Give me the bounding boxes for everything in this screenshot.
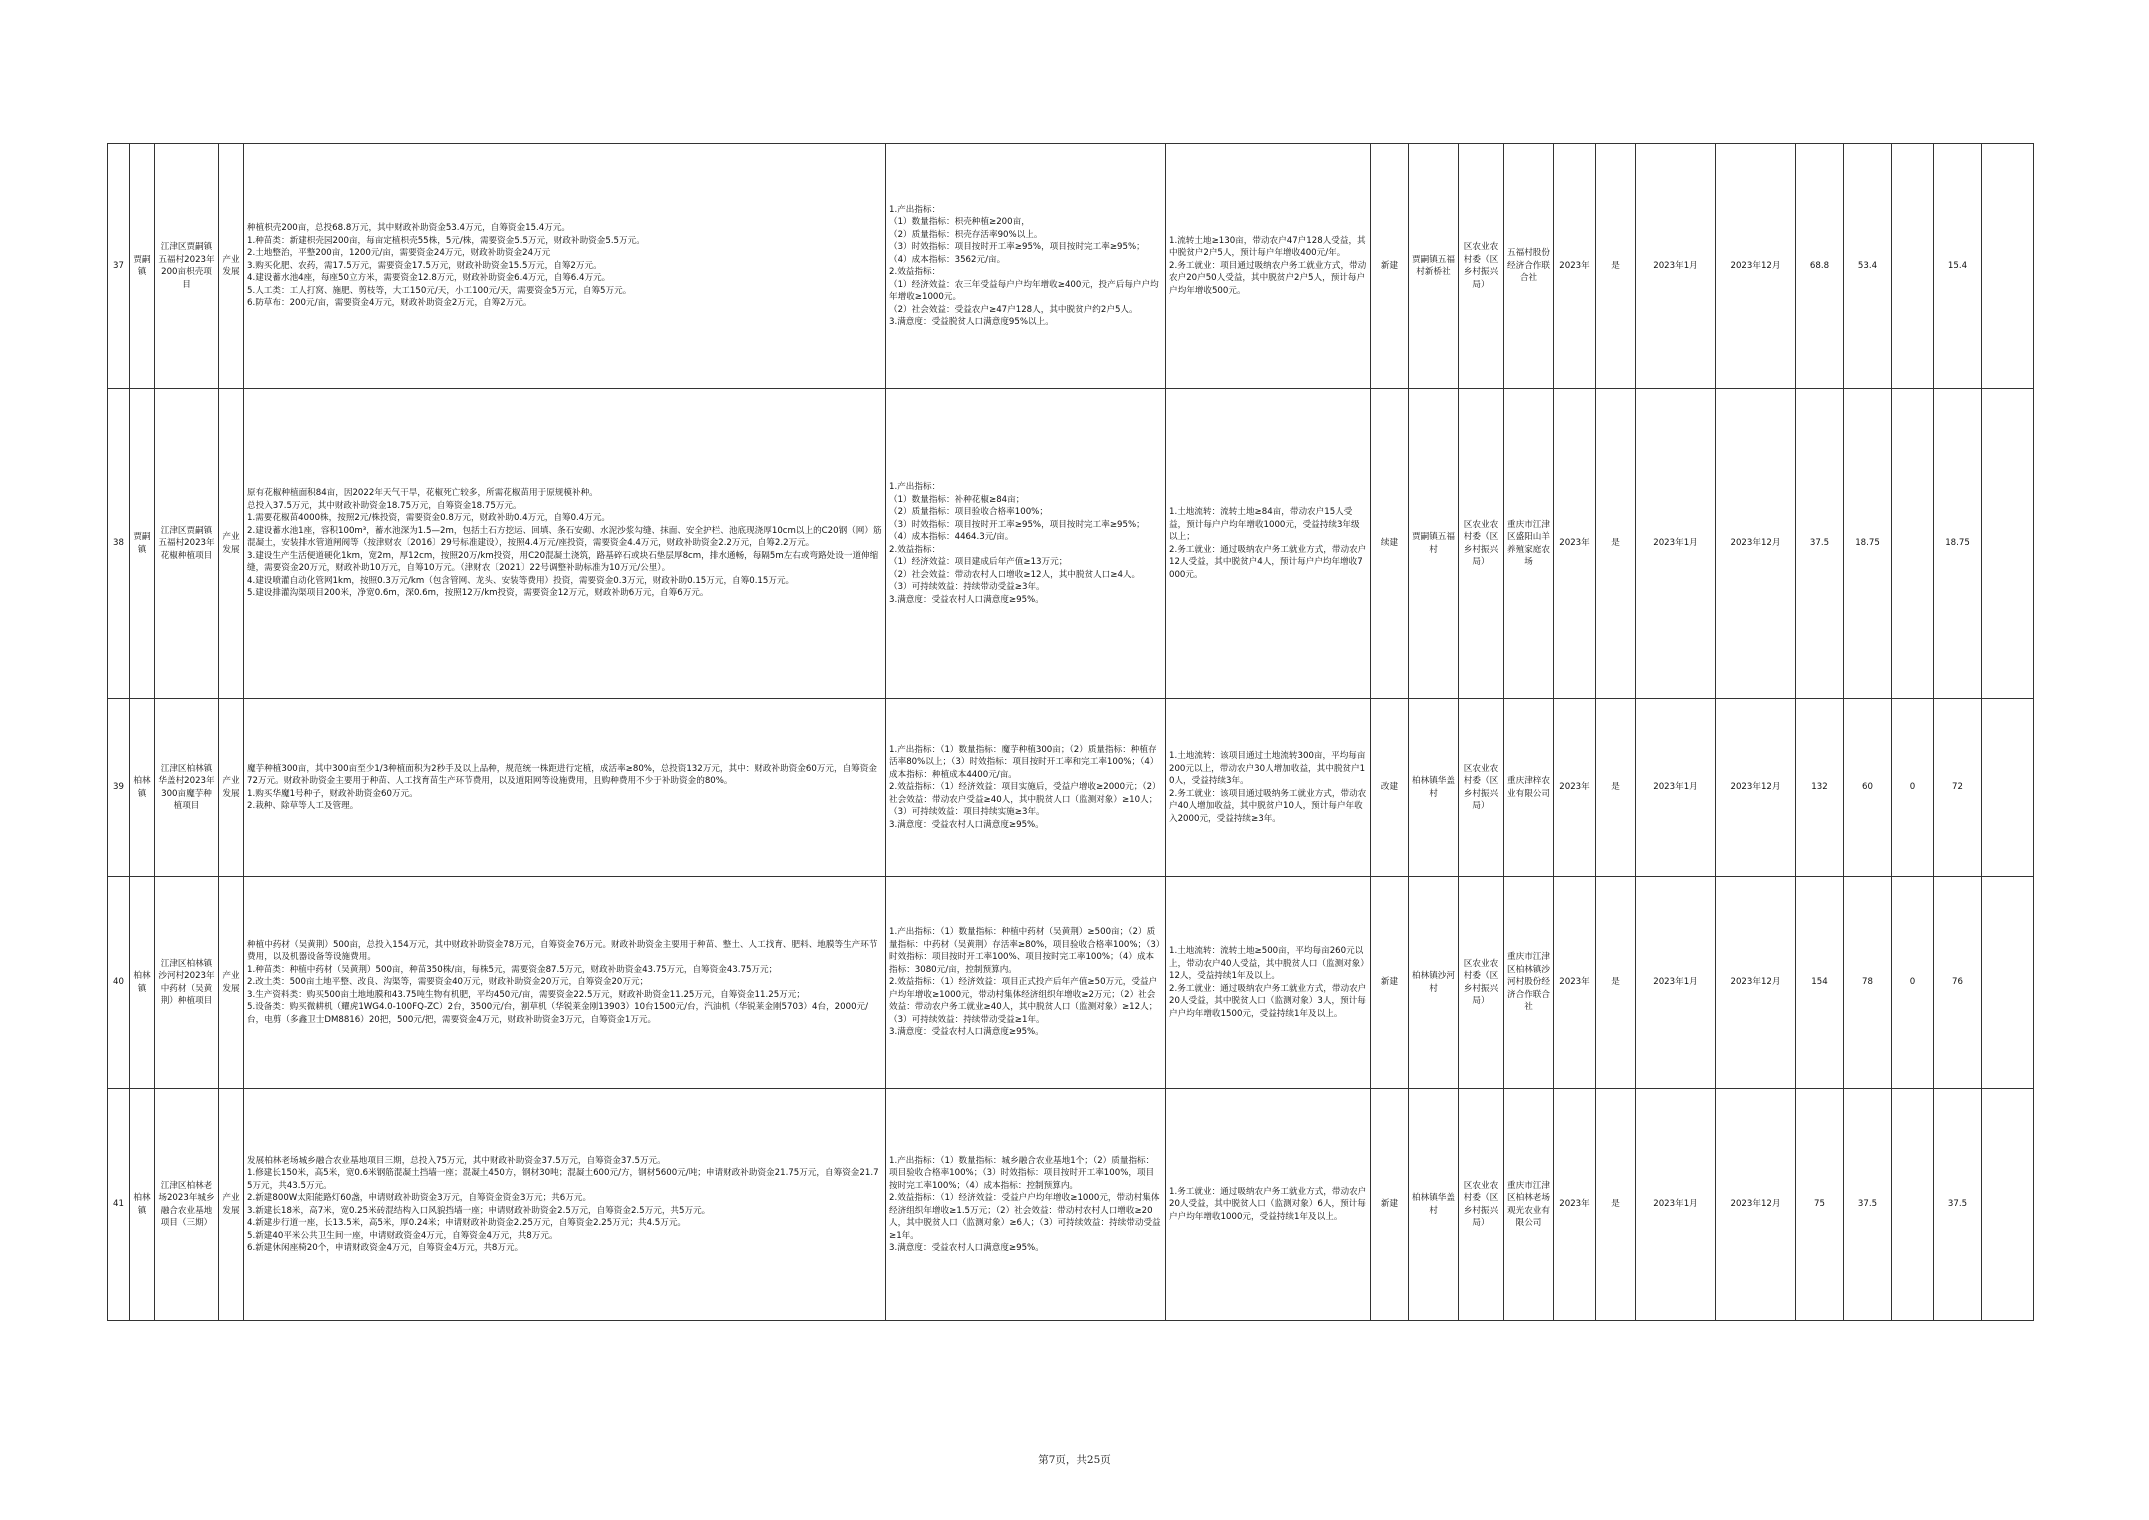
row-number: 39 xyxy=(108,699,130,877)
project-table xyxy=(107,143,2034,1321)
text-line: 6.新建休闲座椅20个，申请财政资金4万元，自筹资金4万元，共8万元。 xyxy=(247,1243,524,1253)
text-line: 1.务工就业：通过吸纳农户务工就业方式，带动农户20人受益，其中脱贫人口（监测对象）6人，预计每户户均年增收1000元，受益持续1年及以上。 xyxy=(1169,1186,1367,1222)
text-line: （3）时效指标：项目按时开工率≥95%，项目按时完工率≥95%； xyxy=(889,242,1145,252)
text-line: （2）质量指标：项目验收合格率100%； xyxy=(889,507,1048,517)
text-line: 1.土地流转：流转土地≥500亩，平均每亩260元以上，带动农户40人受益，其中脱贫人口（监测对象）12人，受益持续1年及以上。 xyxy=(1169,946,1365,981)
location-cell: 柏林镇沙河村 xyxy=(1409,877,1459,1089)
text-line: 种植枳壳200亩，总投68.8万元，其中财政补助资金53.4万元，自筹资金15.4万元。 xyxy=(247,223,571,234)
text-line: 种植中药材（吴黄荆）500亩，总投入154万元，其中财政补助资金78万元，自筹资金76万元。财政补助资金主要用于种苗、整土、人工找育、肥料、地膜等生产环节费用，以及机器设备等设施费用。 xyxy=(247,939,878,963)
row-number: 37 xyxy=(108,144,130,389)
blank-cell xyxy=(1982,144,2034,389)
blank-cell xyxy=(1982,877,2034,1089)
text-line: 2.务工就业：项目通过吸纳农户务工就业方式，带动农户20户50人受益，其中脱贫户2户5人，预计每户户均年增收500元。 xyxy=(1169,260,1367,296)
table-row xyxy=(108,1089,2034,1321)
text-line: 3.满意度：受益农村人口满意度≥95%。 xyxy=(889,1243,1044,1253)
text-line: 原有花椒种植面积84亩，因2022年天气干旱，花椒死亡较多，所需花椒苗用于原规模补种。 xyxy=(247,488,598,499)
text-line: 2.栽种、除草等人工及管理。 xyxy=(247,801,359,811)
text-line: 2.土地整治，平整200亩，1200元/亩，需要资金24万元，财政补助资金24万元 xyxy=(247,248,551,259)
text-line: 4.新建步行道一座，长13.5米，高5米，厚0.24米；申请财政补助资金2.25万元，自筹资金2.25万元；共4.5万元。 xyxy=(247,1218,687,1228)
project-name-cell: 江津区柏林镇沙河村2023年中药材（吴黄荆）种植项目 xyxy=(155,877,219,1089)
construction-nature-cell: 改建 xyxy=(1371,699,1409,877)
table-row xyxy=(108,877,2034,1089)
total-investment-cell: 37.5 xyxy=(1796,389,1844,699)
construction-content-cell xyxy=(244,877,886,1089)
self-raised-cell: 18.75 xyxy=(1934,389,1982,699)
flag-cell: 是 xyxy=(1596,389,1636,699)
blank-cell xyxy=(1982,699,2034,877)
text-line: 3.满意度：受益农村人口满意度≥95%。 xyxy=(889,1027,1044,1038)
total-investment-cell: 68.8 xyxy=(1796,144,1844,389)
owner-cell: 重庆津梓农业有限公司 xyxy=(1504,699,1554,877)
end-date-cell: 2023年12月 xyxy=(1716,389,1796,699)
start-date-cell: 2023年1月 xyxy=(1636,389,1716,699)
location-cell: 柏林镇华盖村 xyxy=(1409,699,1459,877)
text-line: 2.新建800W太阳能路灯60盏，申请财政补助资金3万元，自筹资金资金3万元；共6万元。 xyxy=(247,1193,592,1203)
fiscal-funds-cell: 18.75 xyxy=(1844,389,1892,699)
other-funds-cell xyxy=(1892,389,1934,699)
text-line: 5.人工类：工人打窝、施肥、剪枝等，大工150元/天，小工100元/天，需要资金5万元，自筹5万元。 xyxy=(247,285,632,296)
year-cell: 2023年 xyxy=(1554,389,1596,699)
self-raised-cell: 76 xyxy=(1934,877,1982,1089)
location-cell: 贾嗣镇五福村 xyxy=(1409,389,1459,699)
benefit-mechanism-cell xyxy=(1166,877,1371,1089)
fiscal-funds-cell: 78 xyxy=(1844,877,1892,1089)
project-name-cell: 江津区贾嗣镇五福村2023年花椒种植项目 xyxy=(155,389,219,699)
flag-cell: 是 xyxy=(1596,144,1636,389)
end-date-cell: 2023年12月 xyxy=(1716,144,1796,389)
text-line: 3.购买化肥、农药，需17.5万元，需要资金17.5万元，财政补助资金15.5万元，自筹2万元。 xyxy=(247,260,602,271)
town-cell: 柏林镇 xyxy=(130,877,155,1089)
text-line: （1）经济效益：农三年受益每户户均年增收≥400元，投产后每户户均年增收≥1000元。 xyxy=(889,279,1159,302)
benefit-mechanism-cell xyxy=(1166,144,1371,389)
text-line: 3.生产资料类：购买500亩土地地膜和43.75吨生物有机肥，平均450元/亩，需要资金22.5万元，财政补助资金11.25万元，自筹资金11.25万元； xyxy=(247,989,805,1000)
owner-cell: 重庆市江津区柏林镇沙河村股份经济合作联合社 xyxy=(1504,877,1554,1089)
owner-cell: 重庆市江津区盛阳山羊养殖家庭农场 xyxy=(1504,389,1554,699)
start-date-cell: 2023年1月 xyxy=(1636,144,1716,389)
category-cell: 产业发展 xyxy=(219,877,244,1089)
performance-indicators-cell xyxy=(886,1089,1166,1321)
year-cell: 2023年 xyxy=(1554,144,1596,389)
text-line: 2.务工就业：该项目通过吸纳务工就业方式，带动农户40人增加收益，其中脱贫户10人，预计每户年收入2000元，受益持续≥3年。 xyxy=(1169,788,1367,824)
text-line: 2.效益指标：（1）经济效益：项目正式投产后年产值≥50万元，受益户户均年增收≥1000元，带动村集体经济组织年增收≥2万元；（2）社会效益：带动农户务工就业≥40人，其中脱贫人口（监测对象）≥12人；（3）可持续效益：持续带动受益≥1年。 xyxy=(889,977,1158,1025)
text-line: 3.满意度：受益脱贫人口满意度95%以上。 xyxy=(889,317,1054,327)
text-line: 1.产出指标： xyxy=(889,204,941,215)
other-funds-cell: 0 xyxy=(1892,699,1934,877)
text-line: 1.产出指标：（1）数量指标：城乡融合农业基地1个；（2）质量指标：项目验收合格率100%；（3）时效指标：项目按时开工率100%，项目按时完工率100%；（4）成本指标：控制预算内。 xyxy=(889,1155,1155,1191)
text-line: （2）社会效益：受益农户≥47户128人，其中脱贫户约2户5人。 xyxy=(889,304,1138,315)
text-line: 1.土地流转：流转土地≥84亩，带动农户15人受益，预计每户户均年增收1000元，受益持续3年级以上； xyxy=(1169,507,1360,542)
town-cell: 贾嗣镇 xyxy=(130,144,155,389)
table-row xyxy=(108,144,2034,389)
text-line: 2.效益指标：（1）经济效益：受益户户均年增收≥1000元，带动村集体经济组织年增收≥1.5万元；（2）社会效益：带动村农村人口增收≥20人，其中脱贫人口（监测对象）≥6人；（3）可持续效益：持续带动受益≥1年。 xyxy=(889,1193,1161,1241)
town-cell: 柏林镇 xyxy=(130,699,155,877)
page-footer: 第7页，共25页 xyxy=(1038,1454,1111,1466)
owner-cell: 重庆市江津区柏林老场观光农业有限公司 xyxy=(1504,1089,1554,1321)
text-line: 5.设备类：购买微耕机（耀虎1WG4.0-100FQ-ZC）2台，3500元/台，割草机（华锐莱金刚13903）10台1500元/台，汽油机（华锐莱金刚5703）4台，2000元/台，电剪（多鑫卫士DM8816）20把，500元/把，需要资金4万元，财政补助资金3万元，自筹资金1万元。 xyxy=(247,1002,869,1025)
text-line: 2.效益指标：（1）经济效益：项目实施后，受益户增收≥2000元；（2）社会效益：带动农户受益≥40人，其中脱贫人口（监测对象）≥10人；（3）可持续效益：项目持续实施≥3年。 xyxy=(889,782,1161,818)
other-funds-cell: 0 xyxy=(1892,877,1934,1089)
text-line: 6.防草布：200元/亩，需要资金4万元，财政补助资金2万元，自筹2万元。 xyxy=(247,298,532,309)
text-line: （3）时效指标：项目按时开工率≥95%，项目按时完工率≥95%； xyxy=(889,519,1145,530)
text-line: （2）社会效益：带动农村人口增收≥12人，其中脱贫人口≥4人。 xyxy=(889,569,1141,580)
text-line: 4.建设蓄水池4座，每座50立方米，需要资金12.8万元，财政补助资金6.4万元，自筹6.4万元。 xyxy=(247,273,611,284)
text-line: 魔芋种植300亩，其中300亩至少1/3种植面积为2秒手及以上品种，规范统一株距进行定植，成活率≥80%，总投资132万元，其中：财政补助资金60万元，自筹资金72万元。财政补助资金主要用于种苗、人工找育苗生产环节费用，以及道阳网等设施费用，且购种费用不少于补助资金的80%。 xyxy=(247,763,877,786)
text-line: 1.土地流转：该项目通过土地流转300亩，平均每亩200元以上，带动农户30人增加收益，其中脱贫户10人，受益持续3年。 xyxy=(1169,751,1366,786)
town-cell: 柏林镇 xyxy=(130,1089,155,1321)
row-number: 38 xyxy=(108,389,130,699)
table-row xyxy=(108,699,2034,877)
text-line: 发展柏林老场城乡融合农业基地项目三期，总投入75万元，其中财政补助资金37.5万元，自筹资金37.5万元。 xyxy=(247,1155,666,1166)
text-line: 2.务工就业：通过吸纳农户务工就业方式，带动农户20人受益，其中脱贫人口（监测对象）3人，预计每户户均年增收1500元，受益持续1年及以上。 xyxy=(1169,983,1367,1019)
table-row xyxy=(108,389,2034,699)
town-cell: 贾嗣镇 xyxy=(130,389,155,699)
performance-indicators-cell xyxy=(886,144,1166,389)
department-cell: 区农业农村委（区乡村振兴局） xyxy=(1459,699,1504,877)
blank-cell xyxy=(1982,389,2034,699)
text-line: 1.购买华魔1号种子，财政补助资金60万元。 xyxy=(247,788,418,799)
self-raised-cell: 37.5 xyxy=(1934,1089,1982,1321)
fiscal-funds-cell: 60 xyxy=(1844,699,1892,877)
construction-content-cell xyxy=(244,699,886,877)
text-line: 3.满意度：受益农村人口满意度≥95%。 xyxy=(889,594,1044,605)
text-line: 2.务工就业：通过吸纳农户务工就业方式，带动农户12人受益，其中脱贫户4人，预计每户户均年增收7000元。 xyxy=(1169,544,1367,580)
text-line: 1.流转土地≥130亩，带动农户47户128人受益，其中脱贫户2户5人，预计每户年增收400元/年。 xyxy=(1169,235,1366,259)
text-line: 5.新建40平米公共卫生间一座，申请财政资金4万元，自筹资金4万元，共8万元。 xyxy=(247,1230,558,1241)
department-cell: 区农业农村委（区乡村振兴局） xyxy=(1459,1089,1504,1321)
start-date-cell: 2023年1月 xyxy=(1636,1089,1716,1321)
category-cell: 产业发展 xyxy=(219,1089,244,1321)
blank-cell xyxy=(1982,1089,2034,1321)
text-line: 2.效益指标： xyxy=(889,544,941,555)
department-cell: 区农业农村委（区乡村振兴局） xyxy=(1459,144,1504,389)
department-cell: 区农业农村委（区乡村振兴局） xyxy=(1459,389,1504,699)
construction-nature-cell: 新建 xyxy=(1371,144,1409,389)
text-line: 1.需要花椒苗4000株，按照2元/株投资，需要资金0.8万元，财政补助0.4万元，自筹0.4万元。 xyxy=(247,513,611,524)
flag-cell: 是 xyxy=(1596,1089,1636,1321)
construction-nature-cell: 新建 xyxy=(1371,1089,1409,1321)
project-name-cell: 江津区柏林老场2023年城乡融合农业基地项目（三期） xyxy=(155,1089,219,1321)
text-line: 1.种苗类：种植中药材（吴黄荆）500亩，种苗350株/亩，每株5元，需要资金87.5万元，财政补助资金43.75万元，自筹资金43.75万元； xyxy=(247,964,778,975)
text-line: 4.建设喷灌自动化管网1km，按照0.3万元/km（包含管网、龙头、安装等费用）投资，需要资金0.3万元，财政补助0.15万元，自筹0.15万元。 xyxy=(247,575,795,586)
text-line: 3.满意度：受益农村人口满意度≥95%。 xyxy=(889,819,1044,830)
owner-cell: 五福村股份经济合作联合社 xyxy=(1504,144,1554,389)
year-cell: 2023年 xyxy=(1554,1089,1596,1321)
self-raised-cell: 72 xyxy=(1934,699,1982,877)
performance-indicators-cell xyxy=(886,877,1166,1089)
flag-cell: 是 xyxy=(1596,877,1636,1089)
flag-cell: 是 xyxy=(1596,699,1636,877)
text-line: （1）数量指标：补种花椒≥84亩； xyxy=(889,494,1025,505)
construction-content-cell xyxy=(244,1089,886,1321)
other-funds-cell xyxy=(1892,1089,1934,1321)
department-cell: 区农业农村委（区乡村振兴局） xyxy=(1459,877,1504,1089)
benefit-mechanism-cell xyxy=(1166,699,1371,877)
benefit-mechanism-cell xyxy=(1166,389,1371,699)
other-funds-cell xyxy=(1892,144,1934,389)
start-date-cell: 2023年1月 xyxy=(1636,877,1716,1089)
category-cell: 产业发展 xyxy=(219,389,244,699)
text-line: （2）质量指标：枳壳存活率90%以上。 xyxy=(889,229,1043,240)
total-investment-cell: 75 xyxy=(1796,1089,1844,1321)
project-name-cell: 江津区贾嗣镇五福村2023年200亩枳壳项目 xyxy=(155,144,219,389)
category-cell: 产业发展 xyxy=(219,699,244,877)
construction-content-cell xyxy=(244,389,886,699)
text-line: 1.产出指标：（1）数量指标：种植中药材（吴黄荆）≥500亩；（2）质量指标：中药材（吴黄荆）存活率≥80%，项目验收合格率100%；（3）时效指标：项目按时开工率100%、项目按时完工率100%；（4）成本指标：3080元/亩，控制预算内。 xyxy=(889,927,1161,975)
performance-indicators-cell xyxy=(886,699,1166,877)
performance-indicators-cell xyxy=(886,389,1166,699)
total-investment-cell: 132 xyxy=(1796,699,1844,877)
row-number: 40 xyxy=(108,877,130,1089)
construction-content-cell xyxy=(244,144,886,389)
text-line: 2.改土类：500亩土地平整、改良、沟渠等，需要资金40万元，财政补助资金20万元，自筹资金20万元； xyxy=(247,977,649,988)
category-cell: 产业发展 xyxy=(219,144,244,389)
row-number: 41 xyxy=(108,1089,130,1321)
start-date-cell: 2023年1月 xyxy=(1636,699,1716,877)
self-raised-cell: 15.4 xyxy=(1934,144,1982,389)
text-line: 2.建设蓄水池1座，容积100m³，蓄水池深为1.5—2m，包括土石方挖运、回填、条石安砌、水泥沙浆勾缝、抹面、安全护栏、池底现浇厚10cm以上的C20钢（网）筋混凝土，安装排水管道闸阀等（按津财农〔2016〕29号标准建设），按照4.4万元/座投资，需要资金4.4万元，财政补助资金2.2万元，自筹2.2万元。 xyxy=(247,525,882,549)
text-line: 1.种苗类：新建枳壳园200亩，每亩定植枳壳55株，5元/株，需要资金5.5万元，财政补助资金5.5万元。 xyxy=(247,235,645,246)
end-date-cell: 2023年12月 xyxy=(1716,1089,1796,1321)
fiscal-funds-cell: 53.4 xyxy=(1844,144,1892,389)
text-line: 3.新建长18米，高7米，宽0.25米砖混结构入口风貌挡墙一座；申请财政补助资金2.5万元，自筹资金2.5万元，共5万元。 xyxy=(247,1205,711,1216)
text-line: （1）经济效益：项目建成后年产值≥13万元； xyxy=(889,557,1068,567)
construction-nature-cell: 续建 xyxy=(1371,389,1409,699)
text-line: （4）成本指标：4464.3元/亩。 xyxy=(889,532,1014,542)
year-cell: 2023年 xyxy=(1554,699,1596,877)
text-line: 5.建设排灌沟渠项目200米，净宽0.6m，深0.6m，按照12万/km投资，需要资金12万元，财政补助6万元，自筹6万元。 xyxy=(247,588,709,599)
construction-nature-cell: 新建 xyxy=(1371,877,1409,1089)
total-investment-cell: 154 xyxy=(1796,877,1844,1089)
end-date-cell: 2023年12月 xyxy=(1716,877,1796,1089)
text-line: 总投入37.5万元，其中财政补助资金18.75万元，自筹资金18.75万元。 xyxy=(247,500,522,511)
text-line: 2.效益指标： xyxy=(889,267,941,277)
project-name-cell: 江津区柏林镇华盖村2023年300亩魔芋种植项目 xyxy=(155,699,219,877)
end-date-cell: 2023年12月 xyxy=(1716,699,1796,877)
location-cell: 贾嗣镇五福村新桥社 xyxy=(1409,144,1459,389)
text-line: （3）可持续效益：持续带动受益≥3年。 xyxy=(889,582,1045,592)
location-cell: 柏林镇华盖村 xyxy=(1409,1089,1459,1321)
fiscal-funds-cell: 37.5 xyxy=(1844,1089,1892,1321)
text-line: 1.修建长150米，高5米，宽0.6米钢筋混凝土挡墙一座；混凝土450方，钢材30吨；混凝土600元/方，钢材5600元/吨；申请财政补助资金21.75万元，自筹资金21.75万元，共43.5万元。 xyxy=(247,1168,879,1191)
text-line: 1.产出指标：（1）数量指标：魔芋种植300亩；（2）质量指标：种植存活率80%以上；（3）时效指标：项目按时开工率和完工率100%；（4）成本指标：种植成本4400元/亩。 xyxy=(889,744,1159,780)
text-line: 3.建设生产生活便道硬化1km，宽2m，厚12cm，按照20万/km投资，用C20混凝土浇筑，路基碎石或块石垫层厚8cm，排水通畅，每隔5m左右或弯路处设一道伸缩缝，需要资金20万元，财政补助10万元，自筹10万元。（津财农〔2021〕22号调整补助标准为10万元/公里）。 xyxy=(247,550,879,574)
text-line: 1.产出指标： xyxy=(889,482,941,492)
text-line: （1）数量指标：枳壳种植≥200亩， xyxy=(889,217,1030,227)
year-cell: 2023年 xyxy=(1554,877,1596,1089)
text-line: （4）成本指标：3562元/亩。 xyxy=(889,254,1006,265)
benefit-mechanism-cell xyxy=(1166,1089,1371,1321)
